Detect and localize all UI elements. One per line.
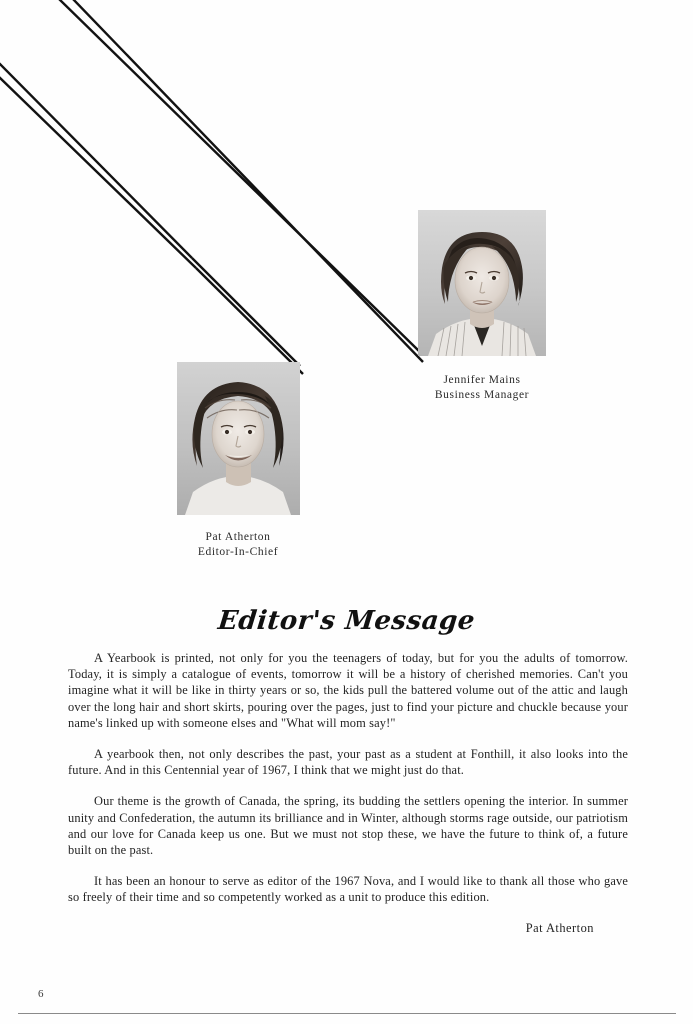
message-paragraph: Our theme is the growth of Canada, the spring, its budding the settlers opening the interior. In summer unity and Confederation, the autumn its brilliance and in Winter, although storms rage outside, our patriotism and our love for Canada keep us one. But we must not stop these, we have the future to think of, a future built on the past. [68,794,628,858]
portrait-role: Editor-In-Chief [197,546,279,558]
diagonal-line-4b [196,268,303,374]
portrait-photo-jennifer-mains [418,210,546,356]
diagonal-line-3 [0,62,192,258]
diagonal-line-4 [0,76,196,268]
footer-divider [18,1013,676,1014]
portrait-name: Jennifer Mains [443,374,521,386]
message-paragraph: A Yearbook is printed, not only for you the teenagers of today, but for you the adults of tomorrow. Today, it is simply a catalogue of events, tomorrow it will be a history of cherished memories. Can't you imagine what it will be like in thirty years or so, the kids pull the battered volume out of the attic and laugh over the long hair and short skirts, pouring over the pages, just to find your picture and chuckle because your name's linked up with someone elses and "What will mom say!" [68,651,628,730]
diagonal-line-2 [72,0,423,362]
portrait-photo-pat-atherton [177,362,300,515]
page-number: 6 [38,988,44,1000]
portrait-name: Pat Atherton [205,531,271,543]
diagonal-line-1 [58,0,420,352]
caption-jennifer-mains [396,373,568,403]
editors-message-body [68,650,628,936]
message-paragraph: It has been an honour to serve as editor of the 1967 Nova, and I would like to thank all those who gave so freely of their time and so competently worked as a unit to produce this edition. [68,874,628,905]
portrait-role: Business Manager [434,389,530,401]
page-title: Editor's Message [216,606,477,636]
caption-pat-atherton [152,530,324,560]
message-paragraph: A yearbook then, not only describes the past, your past as a student at Fonthill, it also looks into the future. And in this Centennial year of 1967, I think that we might just do that. [68,747,628,778]
diagonal-line-3b [192,258,300,366]
message-signature: Pat Atherton [525,920,594,935]
